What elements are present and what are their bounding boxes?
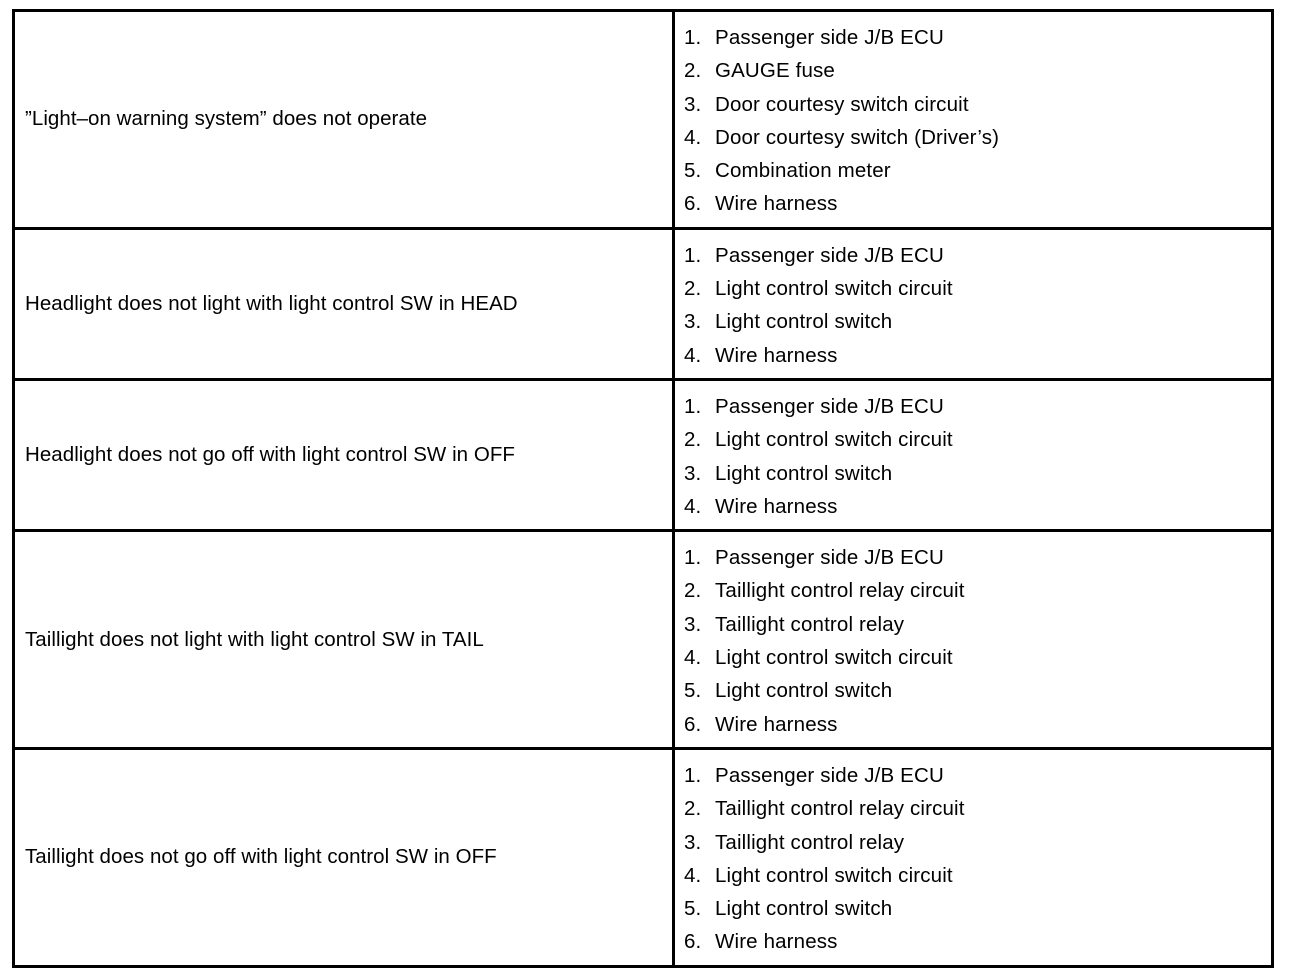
list-item [675, 490, 1271, 523]
list-item-number: 2. [684, 59, 702, 83]
suspect-area-cell [674, 379, 1273, 530]
list-item-number: 2. [684, 277, 702, 301]
problem-symptoms-table [12, 9, 1274, 968]
list-item-number: 4. [684, 125, 702, 149]
suspect-area-list [675, 759, 1271, 959]
list-item [675, 305, 1271, 338]
list-item-text: Taillight control relay [715, 612, 905, 636]
suspect-area-cell [674, 748, 1273, 966]
list-item-number: 3. [684, 830, 702, 854]
list-item-text: Door courtesy switch circuit [715, 92, 969, 116]
list-item-text: Taillight control relay circuit [715, 797, 965, 821]
list-item [675, 339, 1271, 372]
suspect-area-list [675, 541, 1271, 741]
symptom-cell: Headlight does not light with light control SW in HEAD [14, 228, 674, 379]
list-item-text: Wire harness [715, 712, 838, 736]
list-item [675, 390, 1271, 423]
list-item-number: 1. [684, 546, 702, 570]
list-item-text: Passenger side J/B ECU [715, 243, 944, 267]
list-item [675, 121, 1271, 154]
list-item [675, 859, 1271, 892]
table-row [14, 11, 1273, 229]
list-item-text: Light control switch circuit [715, 646, 953, 670]
list-item [675, 826, 1271, 859]
symptom-cell: Taillight does not light with light control SW in TAIL [14, 531, 674, 749]
list-item-number: 5. [684, 159, 702, 183]
list-item-number: 1. [684, 243, 702, 267]
suspect-area-list [675, 239, 1271, 372]
list-item-text: Taillight control relay [715, 830, 905, 854]
suspect-area-cell [674, 531, 1273, 749]
list-item-number: 6. [684, 192, 702, 216]
suspect-area-list [675, 21, 1271, 221]
suspect-area-cell [674, 228, 1273, 379]
list-item-number: 6. [684, 930, 702, 954]
list-item-text: Wire harness [715, 930, 838, 954]
list-item-number: 6. [684, 712, 702, 736]
list-item-text: Door courtesy switch (Driver’s) [715, 125, 1000, 149]
list-item-number: 1. [684, 394, 702, 418]
list-item-text: Combination meter [715, 159, 891, 183]
list-item [675, 641, 1271, 674]
list-item-number: 5. [684, 897, 702, 921]
list-item-text: Light control switch circuit [715, 277, 953, 301]
list-item-text: Light control switch [715, 897, 893, 921]
list-item [675, 187, 1271, 220]
list-item-text: Passenger side J/B ECU [715, 546, 944, 570]
list-item [675, 88, 1271, 121]
list-item [675, 541, 1271, 574]
list-item-number: 4. [684, 863, 702, 887]
list-item-number: 3. [684, 310, 702, 334]
list-item-number: 4. [684, 646, 702, 670]
list-item [675, 759, 1271, 792]
list-item-text: Passenger side J/B ECU [715, 763, 944, 787]
list-item-number: 1. [684, 763, 702, 787]
list-item-text: Light control switch [715, 461, 893, 485]
symptom-cell: Headlight does not go off with light control SW in OFF [14, 379, 674, 530]
list-item [675, 574, 1271, 607]
list-item [675, 892, 1271, 925]
list-item-text: Taillight control relay circuit [715, 579, 965, 603]
list-item-text: Wire harness [715, 343, 838, 367]
list-item [675, 792, 1271, 825]
table-row [14, 748, 1273, 966]
list-item-text: Wire harness [715, 494, 838, 518]
list-item [675, 423, 1271, 456]
table-row [14, 531, 1273, 749]
table-row [14, 379, 1273, 530]
list-item-text: Light control switch [715, 679, 893, 703]
list-item-number: 3. [684, 461, 702, 485]
symptom-cell: Taillight does not go off with light control SW in OFF [14, 748, 674, 966]
list-item-number: 3. [684, 92, 702, 116]
list-item [675, 21, 1271, 54]
list-item-text: Passenger side J/B ECU [715, 26, 944, 49]
suspect-area-cell [674, 11, 1273, 229]
list-item-number: 4. [684, 343, 702, 367]
list-item-text: GAUGE fuse [715, 59, 835, 83]
list-item-text: Wire harness [715, 192, 838, 216]
list-item [675, 54, 1271, 87]
list-item [675, 674, 1271, 707]
table-row [14, 228, 1273, 379]
list-item [675, 457, 1271, 490]
list-item [675, 708, 1271, 741]
list-item-number: 2. [684, 579, 702, 603]
list-item [675, 154, 1271, 187]
table-body [14, 11, 1273, 967]
list-item-number: 2. [684, 428, 702, 452]
list-item [675, 272, 1271, 305]
list-item-text: Passenger side J/B ECU [715, 394, 944, 418]
list-item-text: Light control switch [715, 310, 893, 334]
list-item [675, 239, 1271, 272]
list-item [675, 608, 1271, 641]
suspect-area-list [675, 390, 1271, 523]
list-item-number: 4. [684, 494, 702, 518]
symptom-cell: ”Light–on warning system” does not operate [14, 11, 674, 229]
list-item-number: 5. [684, 679, 702, 703]
list-item-text: Light control switch circuit [715, 863, 953, 887]
list-item-number: 1. [684, 26, 702, 49]
list-item-number: 3. [684, 612, 702, 636]
list-item-number: 2. [684, 797, 702, 821]
list-item-text: Light control switch circuit [715, 428, 953, 452]
list-item [675, 925, 1271, 958]
